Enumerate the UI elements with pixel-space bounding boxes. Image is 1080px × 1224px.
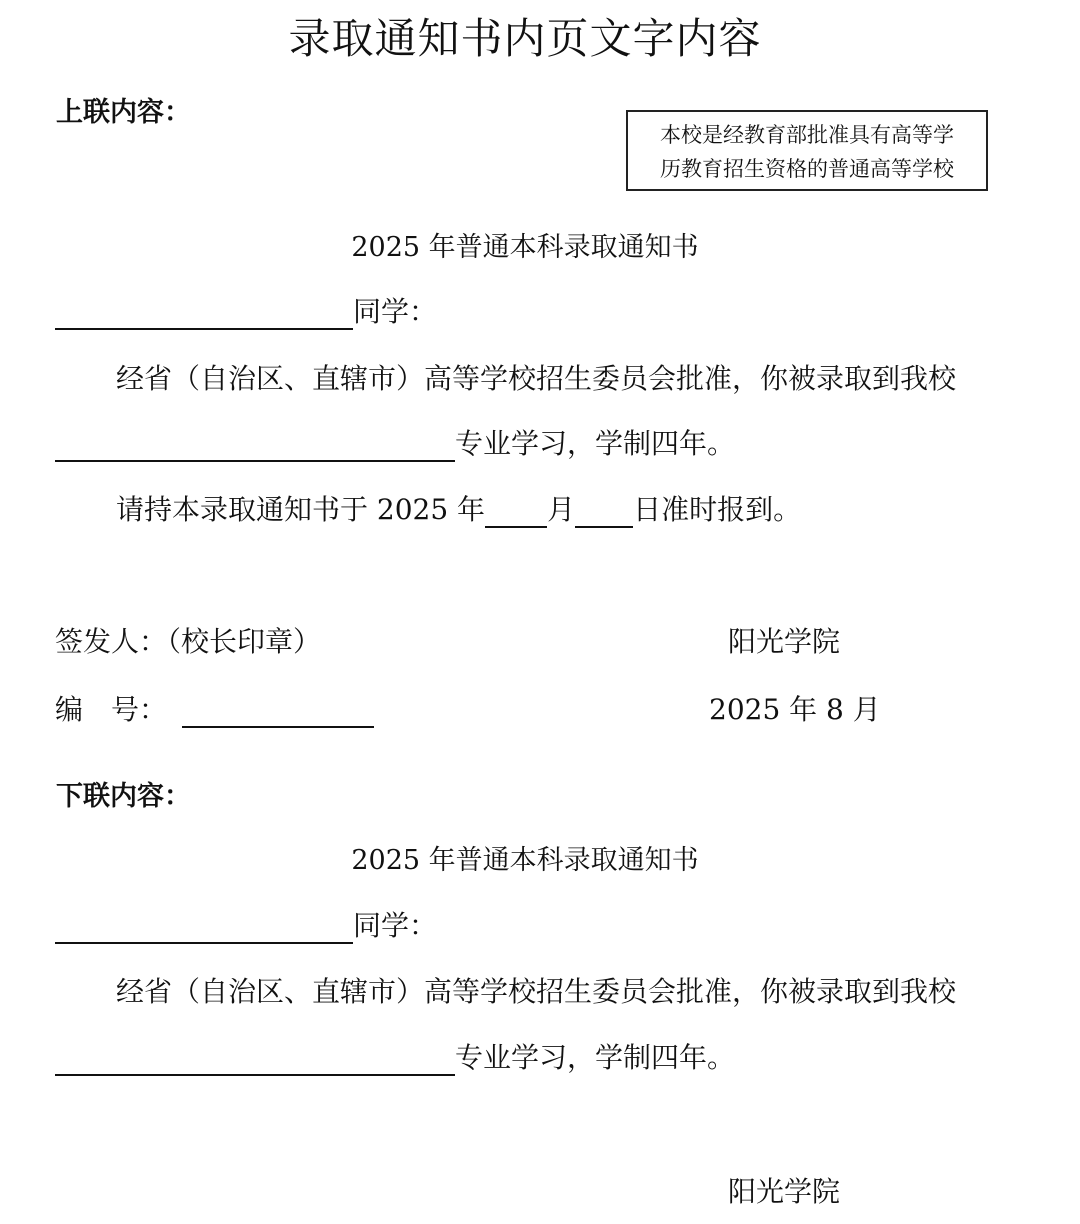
lower-major-blank[interactable]	[55, 1044, 455, 1076]
number-label: 编 号：	[55, 693, 168, 726]
number-line	[55, 688, 374, 728]
accreditation-note-box	[626, 110, 988, 191]
upper-school-name: 阳光学院	[728, 625, 841, 658]
lower-heading: 2025 年普通本科录取通知书	[351, 845, 699, 876]
signer-label: 签发人：（校长印章）	[55, 625, 322, 658]
month-label: 月	[547, 493, 576, 526]
report-date-line	[116, 488, 801, 528]
lower-body-line1: 经省（自治区、直辖市）高等学校招生委员会批准，你被录取到我校	[116, 975, 957, 1008]
upper-major-line	[55, 422, 735, 462]
upper-heading: 2025 年普通本科录取通知书	[351, 232, 699, 263]
note-line-1: 本校是经教育部批准具有高等学	[660, 123, 954, 147]
upper-body-line1: 经省（自治区、直辖市）高等学校招生委员会批准，你被录取到我校	[116, 362, 957, 395]
lower-student-suffix: 同学：	[353, 909, 438, 942]
page-title: 录取通知书内页文字内容	[288, 14, 762, 63]
lower-section-label: 下联内容：	[56, 781, 191, 812]
lower-major-line	[55, 1036, 735, 1076]
issue-date: 2025 年 8 月	[709, 693, 881, 726]
note-line-2: 历教育招生资格的普通高等学校	[660, 157, 954, 181]
day-blank[interactable]	[575, 496, 633, 528]
lower-major-suffix: 专业学习，学制四年。	[455, 1041, 736, 1074]
day-suffix: 日准时报到。	[633, 493, 802, 526]
number-blank[interactable]	[182, 696, 374, 728]
student-name-blank[interactable]	[55, 298, 353, 330]
lower-school-name: 阳光学院	[728, 1175, 841, 1208]
month-blank[interactable]	[485, 496, 547, 528]
upper-section-label: 上联内容：	[56, 97, 191, 128]
major-suffix: 专业学习，学制四年。	[455, 427, 736, 460]
student-suffix: 同学：	[353, 295, 438, 328]
lower-student-line	[55, 904, 437, 944]
report-prefix: 请持本录取通知书于 2025 年	[116, 493, 486, 526]
major-blank[interactable]	[55, 430, 455, 462]
upper-student-line	[55, 290, 437, 330]
lower-student-name-blank[interactable]	[55, 912, 353, 944]
